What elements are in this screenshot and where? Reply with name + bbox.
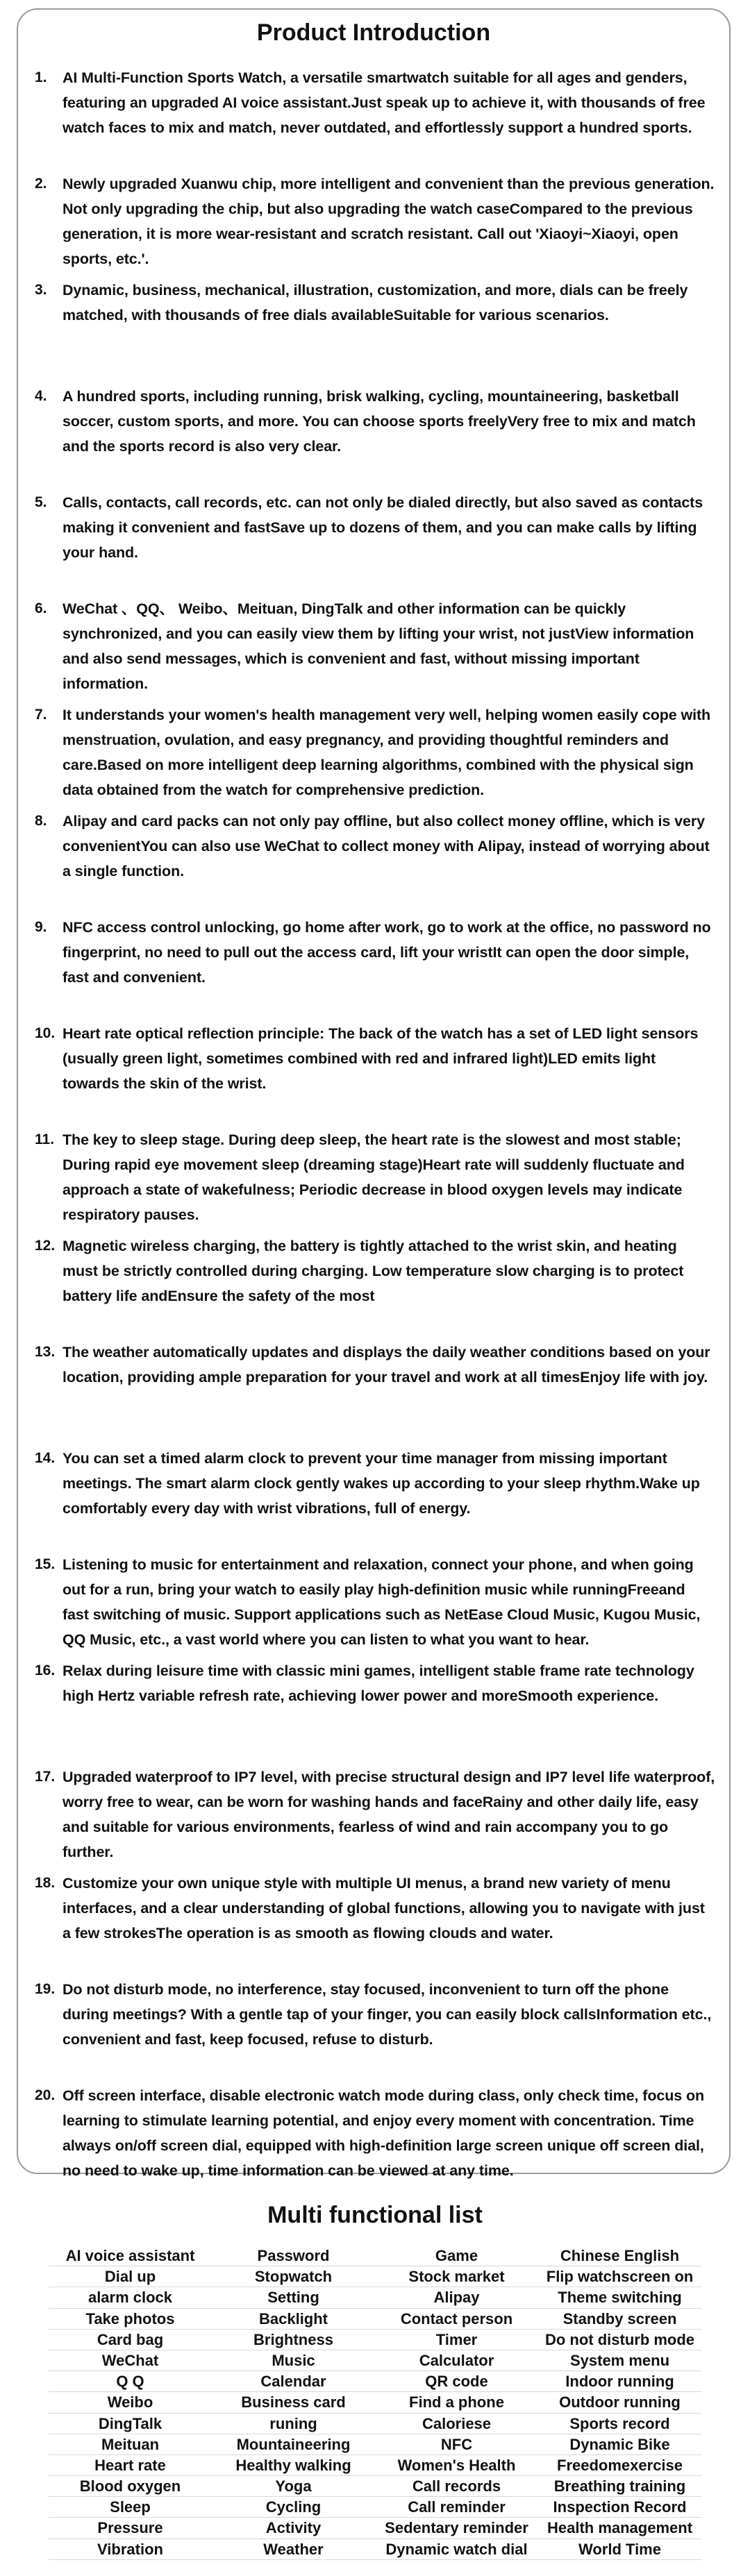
intro-item (35, 380, 715, 486)
function-row (49, 2392, 701, 2413)
function-item: Vibration (97, 2540, 163, 2558)
function-item: Dial up (104, 2268, 156, 2286)
function-item: Call reminder (408, 2498, 506, 2516)
intro-item-text: Off screen interface, disable electronic watch mode during class, only check time, focus on learning to stimulate learning potential, and enjoy every moment with concentration. Time always on/off screen dial, equipped with high-definition large screen unique off screen dial, no need to wake up, time information can be viewed at any time. (62, 2087, 705, 2179)
intro-item-text: WeChat 、QQ、 Weibo、Meituan, DingTalk and other information can be quickly synchronized, and you can easily view them by lifting your wrist, not justView information and also send messages, which is convenient and fast, without missing important information. (62, 600, 694, 692)
intro-item (35, 1123, 715, 1229)
function-item: World Time (578, 2540, 661, 2558)
function-item: Pressure (97, 2519, 163, 2537)
intro-item-number: 10. (35, 1025, 56, 1041)
function-item: Breathing training (553, 2477, 686, 2495)
function-item: Game (435, 2247, 478, 2264)
intro-item-text: Upgraded waterproof to IP7 level, with precise structural design and IP7 level life waterproof, worry free to wear, can be worn for washing hands and faceRainy and other daily life, easy and suitable for various environments, fearless of wind and rain accompany you to go further. (62, 1769, 715, 1860)
function-row (49, 2309, 701, 2330)
function-item: Caloriese (422, 2414, 492, 2432)
function-item: Health management (547, 2519, 693, 2537)
intro-item-text: Do not disturb mode, no interference, stay focused, inconvenient to turn off the phone during meetings? With a gentle tap of your finger, you can easily block callsInformation etc., convenient and fast, keep focused, refuse to disturb. (62, 1981, 712, 2048)
function-item: Heart rate (94, 2456, 166, 2474)
function-row (49, 2497, 701, 2518)
function-item: System menu (569, 2351, 670, 2369)
function-row (49, 2371, 701, 2392)
intro-item-number: 6. (35, 600, 47, 616)
function-item: Brightness (253, 2330, 333, 2348)
intro-item (35, 61, 715, 167)
product-introduction-title: Product Introduction (256, 19, 491, 46)
function-row (49, 2246, 701, 2266)
intro-item-number: 7. (35, 707, 47, 723)
function-item: Cycling (265, 2498, 322, 2516)
function-row (49, 2455, 701, 2476)
intro-item (35, 698, 715, 805)
function-item: QR code (425, 2373, 488, 2391)
function-item: Dynamic watch dial (385, 2540, 528, 2558)
function-item: Weather (263, 2540, 324, 2558)
function-item: Stock market (408, 2268, 505, 2286)
function-item: Women's Health (397, 2456, 516, 2474)
function-item: Music (272, 2351, 315, 2369)
intro-item (35, 1336, 715, 1442)
intro-item-text: A hundred sports, including running, brisk walking, cycling, mountaineering, basketball soccer, custom sports, and more. You can choose sports freelyVery free to mix and match and the sports record is also very clear. (62, 388, 696, 455)
function-item: Contact person (400, 2309, 513, 2327)
function-item: Yoga (275, 2477, 312, 2495)
intro-item-number: 12. (35, 1238, 56, 1254)
function-grid (49, 2246, 701, 2560)
intro-item (35, 273, 715, 380)
function-row (49, 2518, 701, 2539)
function-item: WeChat (101, 2351, 159, 2369)
intro-item-number: 16. (35, 1662, 56, 1678)
function-row (49, 2350, 701, 2371)
function-row (49, 2539, 701, 2560)
intro-item-text: Magnetic wireless charging, the battery is tightly attached to the wrist skin, and heating must be strictly controlled during charging. Low temperature slow charging is to protect battery life andEnsure the safety of the most (62, 1238, 684, 1304)
function-item: Sleep (110, 2498, 151, 2516)
intro-item-text: The key to sleep stage. During deep sleep, the heart rate is the slowest and most stable; During rapid eye movement sleep (dreaming stage)Heart rate will suddenly fluctuate and approach a state of wakefulness; Periodic decrease in blood oxygen levels may indicate respiratory pauses. (62, 1131, 685, 1223)
intro-item-text: Alipay and card packs can not only pay offline, but also collect money offline, which is very convenientYou can also use WeChat to collect money with Alipay, instead of worrying about a single function. (62, 813, 710, 879)
intro-item-text: The weather automatically updates and displays the daily weather conditions based on your location, providing ample preparation for your travel and work at all timesEnjoy life with joy. (62, 1344, 710, 1386)
function-row (49, 2434, 701, 2455)
function-item: Find a phone (409, 2393, 504, 2411)
function-item: Calculator (419, 2351, 494, 2369)
intro-item (35, 2079, 715, 2185)
function-row (49, 2330, 701, 2350)
product-introduction-panel (17, 8, 731, 2179)
intro-item-number: 5. (35, 494, 47, 510)
function-item: Mountaineering (236, 2435, 351, 2453)
function-item: Stopwatch (254, 2268, 333, 2286)
intro-item-text: Heart rate optical reflection principle: The back of the watch has a set of LED light sensors (usually green light, sometimes combined with red and infrared light)LED emits light towards the skin of the wrist. (62, 1025, 699, 1092)
function-item: Flip watchscreen on (546, 2268, 694, 2286)
function-item: Chinese English (560, 2247, 680, 2264)
intro-item-text: It understands your women's health management very well, helping women easily cope with menstruation, ovulation, and easy pregnancy, and providing thoughtful reminders and care.Based on more intelligent deep learning algorithms, combined with the physical sign data obtained from the watch for comprehensive prediction. (62, 707, 711, 798)
intro-item-number: 1. (35, 69, 47, 85)
intro-item-number: 17. (35, 1769, 56, 1785)
function-item: Setting (267, 2289, 319, 2307)
intro-item (35, 805, 715, 911)
intro-item-number: 9. (35, 919, 47, 935)
function-item: Q Q (116, 2373, 144, 2391)
function-item: Sedentary reminder (385, 2519, 528, 2537)
intro-item-number: 4. (35, 388, 47, 404)
intro-item (35, 167, 715, 273)
function-item: Do not disturb mode (544, 2330, 695, 2348)
function-row (49, 2414, 701, 2434)
intro-item (35, 1229, 715, 1336)
function-item: runing (269, 2414, 317, 2432)
intro-item-number: 2. (35, 176, 47, 192)
function-item: Backlight (258, 2309, 328, 2327)
function-item: Standby screen (562, 2309, 677, 2327)
intro-item-number: 3. (35, 282, 47, 298)
intro-item-number: 14. (35, 1450, 56, 1466)
intro-item-number: 19. (35, 1981, 56, 1997)
function-item: Take photos (85, 2309, 175, 2327)
intro-item (35, 911, 715, 1017)
function-item: Dynamic Bike (569, 2435, 670, 2453)
intro-item (35, 1548, 715, 1654)
intro-item-text: NFC access control unlocking, go home after work, go to work at the office, no password no fingerprint, no need to pull out the access card, lift your wristIt can open the door simple, fast and convenient. (62, 919, 711, 986)
intro-item-text: Customize your own unique style with multiple UI menus, a brand new variety of menu interfaces, and a clear understanding of global functions, allowing you to navigate with just a few strokesThe operation is as smooth as flowing clouds and water. (62, 1875, 705, 1942)
function-item: Freedomexercise (557, 2456, 683, 2474)
function-row (49, 2287, 701, 2308)
intro-item-text: Listening to music for entertainment and relaxation, connect your phone, and when going out for a run, bring your watch to easily play high-definition music while runningFreeand fast switching of music. Support applications such as NetEase Cloud Music, Kugou Music, QQ Music, etc., a vast world where you can listen to what you want to hear. (62, 1556, 701, 1648)
intro-item-text: Dynamic, business, mechanical, illustration, customization, and more, dials can be freely matched, with thousands of free dials availableSuitable for various scenarios. (62, 282, 688, 323)
function-item: Call records (412, 2477, 501, 2495)
intro-item-number: 11. (35, 1131, 55, 1147)
function-item: Alipay (433, 2289, 480, 2307)
function-item: alarm clock (88, 2289, 173, 2307)
function-row (49, 2476, 701, 2497)
function-item: Password (257, 2247, 330, 2264)
function-item: Weibo (107, 2393, 153, 2411)
intro-item-number: 13. (35, 1344, 56, 1360)
function-item: Card bag (97, 2330, 164, 2348)
function-item: Inspection Record (553, 2498, 687, 2516)
function-item: Activity (265, 2519, 322, 2537)
intro-item (35, 1867, 715, 1973)
intro-item (35, 1017, 715, 1123)
intro-item-number: 15. (35, 1556, 56, 1572)
intro-item-text: AI Multi-Function Sports Watch, a versatile smartwatch suitable for all ages and genders, featuring an upgraded AI voice assistant.Just speak up to achieve it, with thousands of free watch faces to mix and match, never outdated, and effortlessly support a hundred sports. (62, 69, 706, 136)
multi-functional-list-title: Multi functional list (267, 2202, 483, 2228)
intro-item-number: 20. (35, 2087, 56, 2103)
function-item: Business card (241, 2393, 346, 2411)
function-item: Meituan (101, 2435, 160, 2453)
intro-item-text: You can set a timed alarm clock to prevent your time manager from missing important meetings. The smart alarm clock gently wakes up according to your sleep rhythm.Wake up comfortably every day with wrist vibrations, full of energy. (62, 1450, 700, 1517)
intro-item-number: 8. (35, 813, 47, 829)
intro-item (35, 592, 715, 698)
function-item: Outdoor running (559, 2393, 681, 2411)
intro-item (35, 1760, 715, 1867)
function-item: Calendar (260, 2373, 326, 2391)
intro-item (35, 1973, 715, 2079)
intro-item-text: Relax during leisure time with classic mini games, intelligent stable frame rate technology high Hertz variable refresh rate, achieving lower power and moreSmooth experience. (62, 1662, 694, 1704)
function-item: Blood oxygen (79, 2477, 181, 2495)
function-item: Theme switching (558, 2289, 682, 2307)
function-item: Timer (435, 2330, 478, 2348)
function-item: NFC (440, 2435, 473, 2453)
introduction-list (35, 61, 715, 2185)
function-item: DingTalk (98, 2414, 162, 2432)
function-row (49, 2266, 701, 2287)
intro-item (35, 486, 715, 592)
intro-item-text: Newly upgraded Xuanwu chip, more intelligent and convenient than the previous generation. Not only upgrading the chip, but also upgrading the watch caseCompared to the previous generation, it is more wear-resistant and scratch resistant. Call out 'Xiaoyi~Xiaoyi, open sports, etc.'. (62, 176, 715, 267)
function-item: Healthy walking (235, 2456, 351, 2474)
intro-item (35, 1654, 715, 1760)
intro-item (35, 1442, 715, 1548)
function-item: Indoor running (565, 2373, 674, 2391)
function-item: AI voice assistant (65, 2247, 195, 2264)
function-item: Sports record (569, 2414, 670, 2432)
intro-item-text: Calls, contacts, call records, etc. can not only be dialed directly, but also saved as contacts making it convenient and fastSave up to dozens of them, and you can make calls by lifting your hand. (62, 494, 703, 561)
intro-item-number: 18. (35, 1875, 56, 1891)
